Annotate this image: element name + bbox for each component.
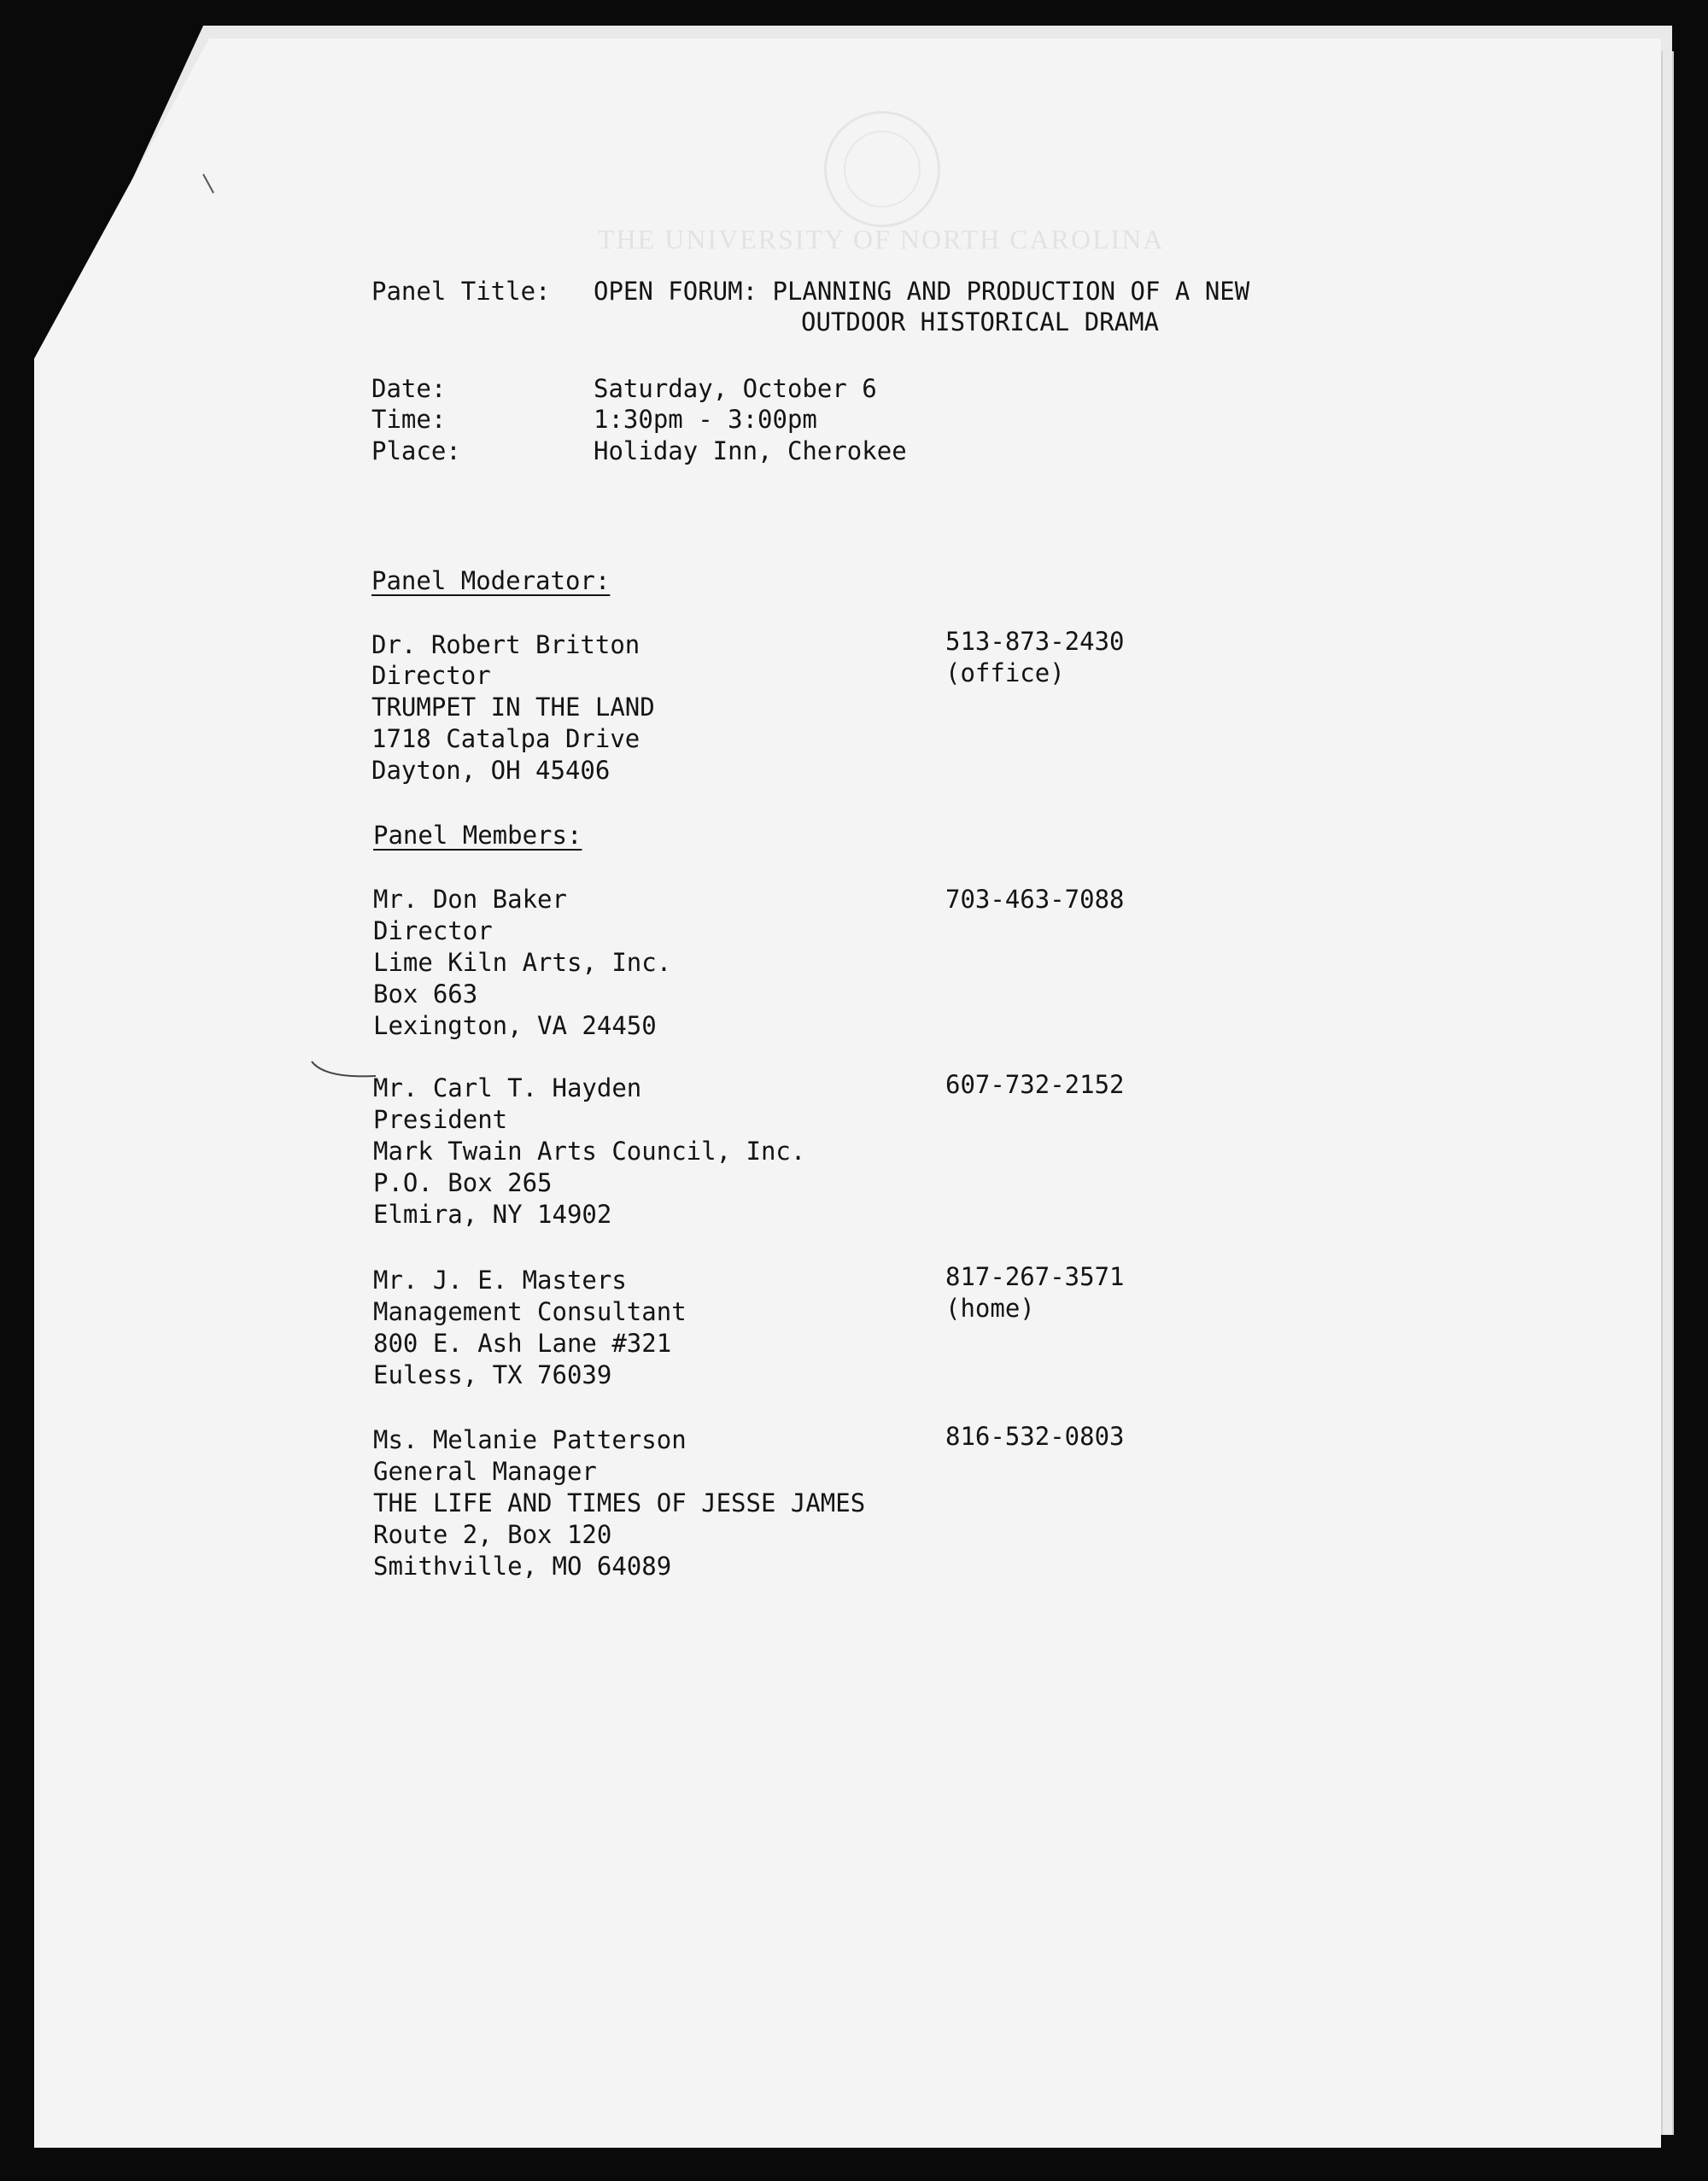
member-3-phone-note: (home) <box>945 1294 1035 1323</box>
member-4-title: General Manager <box>373 1457 597 1486</box>
member-4-street: Route 2, Box 120 <box>373 1520 612 1549</box>
member-4-organization: THE LIFE AND TIMES OF JESSE JAMES <box>373 1488 866 1517</box>
member-4-city: Smithville, MO 64089 <box>373 1552 672 1581</box>
member-1-phone: 703-463-7088 <box>945 885 1125 914</box>
member-3-title: Management Consultant <box>373 1297 687 1326</box>
member-1-organization: Lime Kiln Arts, Inc. <box>373 948 672 977</box>
moderator-name: Dr. Robert Britton <box>371 630 640 659</box>
moderator-phone: 513-873-2430 <box>945 627 1125 656</box>
letterhead-university: THE UNIVERSITY OF NORTH CAROLINA <box>598 224 1165 254</box>
panel-title-line2: OUTDOOR HISTORICAL DRAMA <box>801 307 1160 336</box>
member-2-phone: 607-732-2152 <box>945 1070 1125 1099</box>
member-3-phone: 817-267-3571 <box>945 1262 1125 1291</box>
date-label: Date: <box>371 374 447 403</box>
place-label: Place: <box>371 436 461 465</box>
date-value: Saturday, October 6 <box>594 374 877 403</box>
members-heading: Panel Members: <box>373 821 582 850</box>
moderator-street: 1718 Catalpa Drive <box>371 724 640 753</box>
member-3-name: Mr. J. E. Masters <box>373 1266 627 1295</box>
moderator-city: Dayton, OH 45406 <box>371 756 611 785</box>
member-2-title: President <box>373 1105 508 1134</box>
place-value: Holiday Inn, Cherokee <box>594 436 907 465</box>
member-1-title: Director <box>373 916 493 945</box>
member-1-name: Mr. Don Baker <box>373 885 567 914</box>
moderator-title: Director <box>371 661 491 690</box>
member-1-city: Lexington, VA 24450 <box>373 1011 657 1040</box>
panel-title-line1: OPEN FORUM: PLANNING AND PRODUCTION OF A NEW <box>594 277 1250 306</box>
time-label: Time: <box>371 405 447 434</box>
stray-pen-mark-icon <box>307 1057 384 1083</box>
member-3-city: Euless, TX 76039 <box>373 1360 612 1389</box>
member-2-street: P.O. Box 265 <box>373 1168 553 1197</box>
member-2-city: Elmira, NY 14902 <box>373 1200 612 1229</box>
moderator-phone-note: (office) <box>945 658 1065 687</box>
moderator-organization: TRUMPET IN THE LAND <box>371 693 655 722</box>
member-2-name: Mr. Carl T. Hayden <box>373 1073 642 1102</box>
member-4-name: Ms. Melanie Patterson <box>373 1425 687 1454</box>
member-2-organization: Mark Twain Arts Council, Inc. <box>373 1137 806 1166</box>
time-value: 1:30pm - 3:00pm <box>594 405 817 434</box>
stray-mark-icon <box>198 171 224 205</box>
panel-title-label: Panel Title: <box>371 277 551 306</box>
member-3-street: 800 E. Ash Lane #321 <box>373 1329 672 1358</box>
member-1-street: Box 663 <box>373 979 478 1009</box>
member-4-phone: 816-532-0803 <box>945 1422 1125 1451</box>
moderator-heading: Panel Moderator: <box>371 566 611 595</box>
